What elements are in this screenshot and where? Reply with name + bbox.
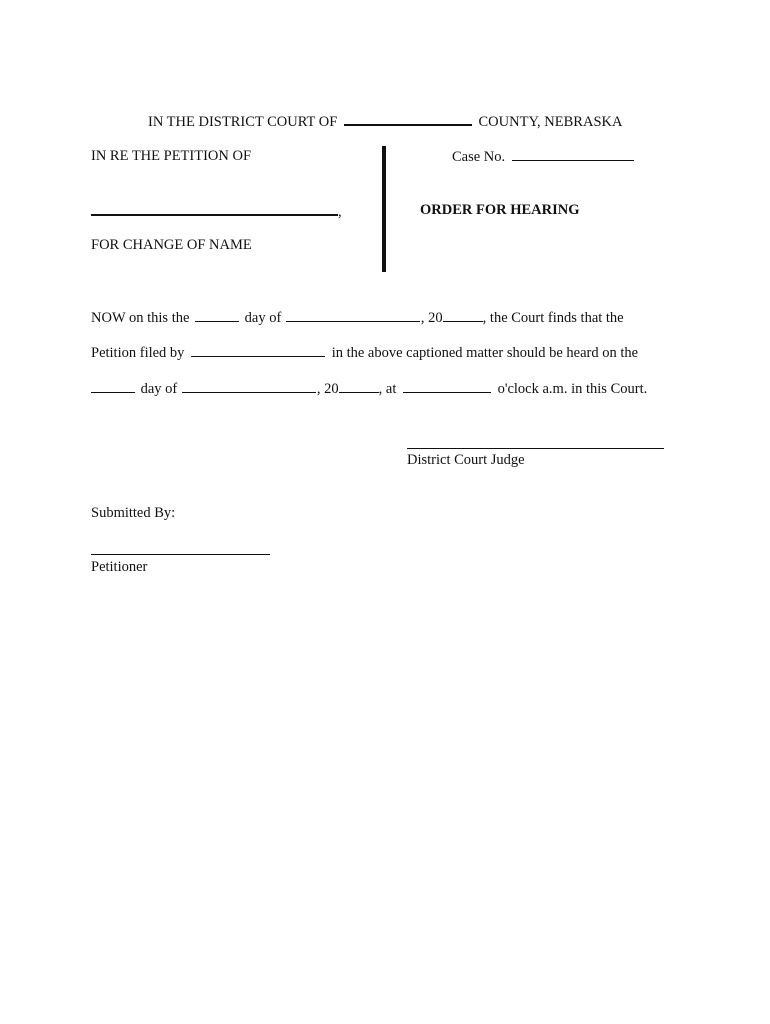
body-line-3 — [91, 380, 647, 398]
in-re-label: IN RE THE PETITION OF — [91, 148, 252, 164]
time-blank[interactable] — [403, 380, 491, 393]
judge-signature-line[interactable] — [407, 448, 664, 449]
change-of-name-label: FOR CHANGE OF NAME — [91, 237, 252, 253]
day-blank-1[interactable] — [195, 309, 239, 322]
body-line2-text-b: in the above captioned matter should be heard on the — [331, 345, 639, 361]
petitioner-name-blank[interactable] — [91, 202, 338, 216]
body-line1-text-d: , the Court finds that the — [482, 310, 624, 326]
year-blank-2[interactable] — [339, 380, 379, 393]
body-line1-text-c: , 20 — [420, 310, 443, 326]
court-prefix: IN THE DISTRICT COURT OF — [148, 114, 338, 130]
body-line1-text-a: NOW on this the — [91, 310, 190, 326]
caption-divider — [382, 146, 386, 272]
caption-comma: , — [338, 204, 342, 220]
petition-filer-blank[interactable] — [191, 344, 325, 357]
case-number-line — [452, 148, 634, 166]
body-line3-text-c: , at — [378, 381, 397, 397]
petitioner-name-line — [91, 202, 342, 221]
body-line3-text-b: , 20 — [316, 381, 339, 397]
month-blank-1[interactable] — [286, 309, 420, 322]
petitioner-label: Petitioner — [91, 559, 148, 575]
month-blank-2[interactable] — [182, 380, 316, 393]
court-header — [148, 112, 622, 131]
body-line-2 — [91, 344, 638, 362]
body-line1-text-b: day of — [244, 310, 282, 326]
petitioner-signature-line[interactable] — [91, 554, 270, 555]
judge-label: District Court Judge — [407, 452, 525, 468]
body-line3-text-a: day of — [140, 381, 178, 397]
county-blank[interactable] — [344, 112, 472, 126]
submitted-by-label: Submitted By: — [91, 505, 176, 521]
body-line3-text-d: o'clock a.m. in this Court. — [497, 381, 648, 397]
day-blank-2[interactable] — [91, 380, 135, 393]
body-line2-text-a: Petition filed by — [91, 345, 185, 361]
order-title: ORDER FOR HEARING — [420, 202, 580, 218]
body-line-1 — [91, 309, 624, 327]
court-suffix: COUNTY, NEBRASKA — [478, 114, 623, 130]
case-no-blank[interactable] — [512, 148, 634, 161]
year-blank-1[interactable] — [443, 309, 483, 322]
case-no-label: Case No. — [452, 149, 506, 165]
